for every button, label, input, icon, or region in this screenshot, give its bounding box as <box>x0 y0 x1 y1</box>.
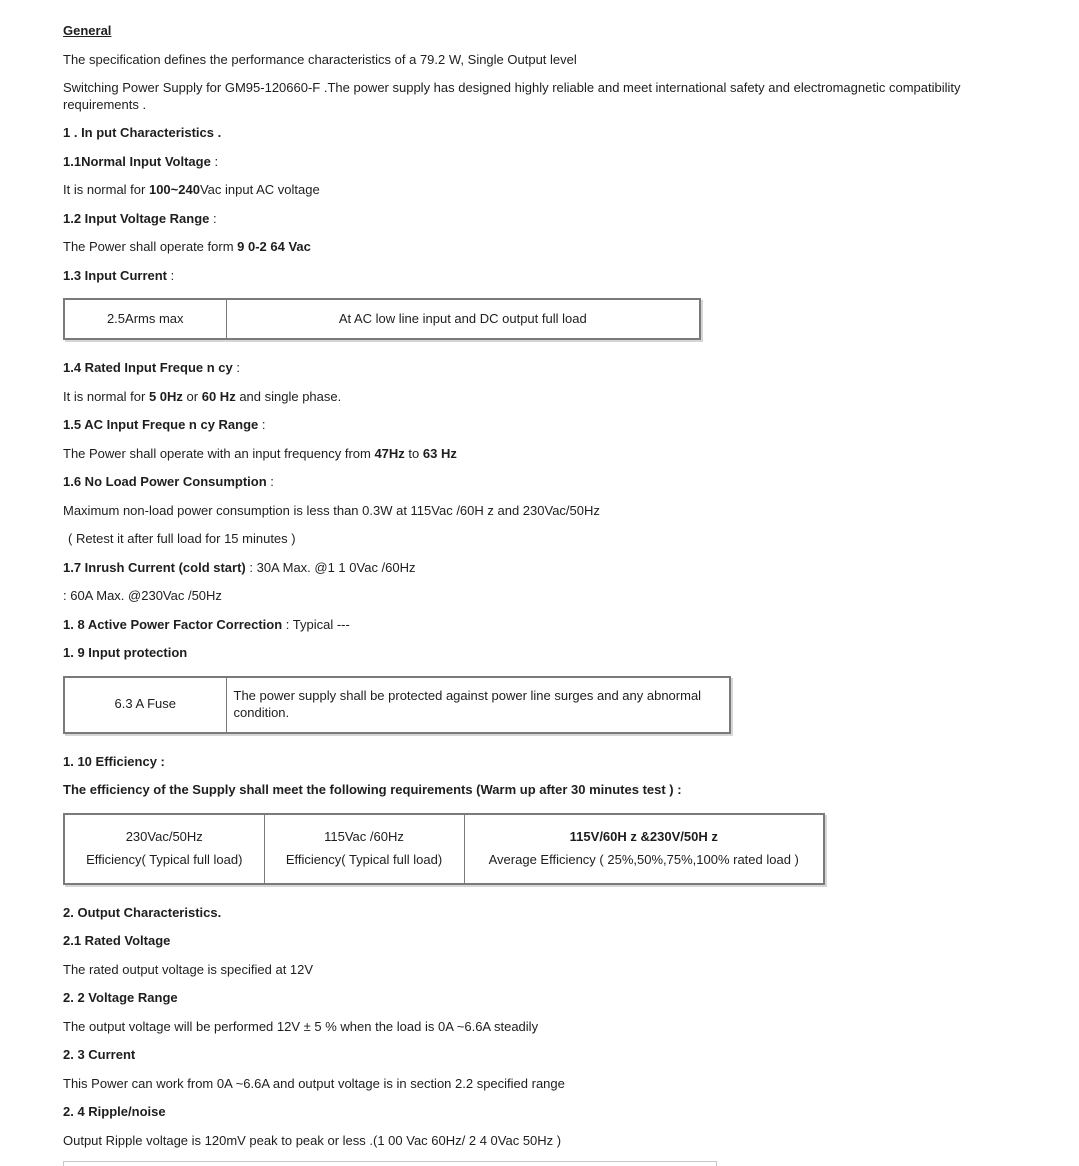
body-text: or <box>182 388 202 404</box>
heading-text: 2. 2 Voltage Range <box>63 990 178 1005</box>
input-protection-table <box>63 676 731 734</box>
body-text: and single phase. <box>235 388 342 404</box>
body-value: 100~240 <box>148 182 200 197</box>
cell-line: 115Vac /60Hz <box>324 829 404 844</box>
heading-voltage-range <box>63 990 975 1007</box>
heading-text: 1.7 Inrush Current (cold start) <box>63 559 246 575</box>
body-voltage-range: The output voltage will be performed 12V ± 5 % when the load is 0A ~6.6A steadily <box>63 1018 539 1034</box>
heading-ac-input-frequency-range <box>63 417 975 434</box>
body-text: : 30A Max. @1 1 0Vac /60Hz <box>245 559 416 575</box>
heading-no-load-power <box>63 474 975 491</box>
cell-line: 115V/60H z &230V/50H z <box>569 829 718 844</box>
body-ac-input-frequency-range <box>63 446 975 463</box>
heading-text: 1.4 Rated Input Freque n cy <box>63 360 233 375</box>
heading-colon: : <box>258 417 266 432</box>
heading-text: 1.2 Input Voltage Range <box>63 210 210 226</box>
heading-inrush-current <box>63 560 975 577</box>
heading-colon: : <box>232 360 240 375</box>
body-inrush-current-line2: : 60A Max. @230Vac /50Hz <box>63 588 222 603</box>
body-value: 47Hz <box>374 445 405 461</box>
cell-line: Efficiency( Typical full load) <box>86 851 243 867</box>
table-cell-current-value: 2.5Arms max <box>64 299 226 339</box>
heading-input-voltage-range <box>63 211 975 228</box>
heading-text: 1.1Normal Input Voltage <box>63 153 211 169</box>
cell-line: 230Vac/50Hz <box>125 829 203 844</box>
body-value: 9 0-2 64 Vac <box>237 239 311 254</box>
table-row <box>64 299 700 339</box>
heading-colon: : <box>209 210 217 226</box>
body-text: Vac input AC voltage <box>199 182 320 197</box>
heading-efficiency <box>63 754 975 771</box>
heading-ripple-noise <box>63 1104 975 1121</box>
body-current: This Power can work from 0A ~6.6A and output voltage is in section 2.2 specified range <box>63 1075 565 1091</box>
image-placeholder-box <box>63 1161 717 1166</box>
cell-line: Efficiency( Typical full load) <box>285 851 443 867</box>
body-text: : Typical --- <box>282 616 350 632</box>
input-current-table <box>63 298 701 340</box>
heading-normal-input-voltage <box>63 154 975 171</box>
section-heading-general: General <box>63 23 112 38</box>
heading-text: 1.3 Input Current <box>63 267 168 283</box>
efficiency-table <box>63 813 825 885</box>
body-rated-voltage: The rated output voltage is specified at 12V <box>63 961 314 977</box>
body-text: The efficiency of the Supply shall meet the following requirements (Warm up after 30 minutes test ) : <box>63 782 682 797</box>
heading-colon: : <box>210 153 219 169</box>
body-text: It is normal for <box>63 182 149 197</box>
heading-rated-input-frequency <box>63 360 975 377</box>
body-text: The Power shall operate with an input frequency from <box>63 445 375 461</box>
table-cell-current-condition: At AC low line input and DC output full load <box>226 299 700 339</box>
heading-text: 1.6 No Load Power Consumption <box>63 474 267 489</box>
heading-text: 1. 10 Efficiency : <box>63 753 165 769</box>
heading-input-protection <box>63 645 975 662</box>
heading-text: 2. 4 Ripple/noise <box>63 1104 166 1119</box>
intro-paragraph: The specification defines the performance characteristics of a 79.2 W, Single Output level <box>63 51 577 67</box>
heading-current <box>63 1047 975 1064</box>
table-cell-230vac <box>64 814 264 884</box>
section-title-output-characteristics <box>63 905 975 922</box>
heading-input-current <box>63 268 975 285</box>
heading-text: 2. 3 Current <box>63 1047 136 1062</box>
table-cell-protection-description: The power supply shall be protected against power line surges and any abnormal condition. <box>226 677 730 733</box>
intro-detail-paragraph: Switching Power Supply for GM95-120660-F .The power supply has designed highly reliable and meet international safety and electromagnetic compatibility requirements . <box>63 80 961 112</box>
table-cell-average-efficiency <box>464 814 824 884</box>
body-input-voltage-range <box>63 239 975 256</box>
body-efficiency-requirement <box>63 782 975 799</box>
table-cell-115vac <box>264 814 464 884</box>
body-rated-input-frequency <box>63 389 975 406</box>
body-value: 60 Hz <box>201 388 236 404</box>
note-retest: ( Retest it after full load for 15 minutes ) <box>68 531 296 546</box>
heading-rated-voltage <box>63 933 975 950</box>
heading-text: 1. 9 Input protection <box>63 645 188 660</box>
table-row <box>64 677 730 733</box>
heading-text: 1. 8 Active Power Factor Correction <box>63 616 283 632</box>
heading-power-factor <box>63 617 975 634</box>
body-value: 5 0Hz <box>148 388 183 404</box>
cell-line: Average Efficiency ( 25%,50%,75%,100% rated load ) <box>488 851 799 867</box>
heading-text: 2.1 Rated Voltage <box>63 933 171 948</box>
heading-colon: : <box>167 267 175 283</box>
table-row <box>64 814 824 884</box>
body-text: It is normal for <box>63 388 149 404</box>
section-title-text: 1 . In put Characteristics . <box>63 125 222 140</box>
body-value: 63 Hz <box>422 445 457 461</box>
body-no-load-power: Maximum non-load power consumption is less than 0.3W at 115Vac /60H z and 230Vac/50Hz <box>63 502 600 518</box>
heading-colon: : <box>266 474 274 489</box>
table-cell-fuse: 6.3 A Fuse <box>64 677 226 733</box>
body-text: to <box>404 445 423 461</box>
body-normal-input-voltage <box>63 182 975 199</box>
section-title-text: 2. Output Characteristics. <box>63 904 222 920</box>
body-text: The Power shall operate form <box>63 239 238 254</box>
body-ripple-noise: Output Ripple voltage is 120mV peak to peak or less .(1 00 Vac 60Hz/ 2 4 0Vac 50Hz ) <box>63 1132 562 1148</box>
section-title-input-characteristics <box>63 125 975 142</box>
heading-text: 1.5 AC Input Freque n cy Range <box>63 417 259 432</box>
